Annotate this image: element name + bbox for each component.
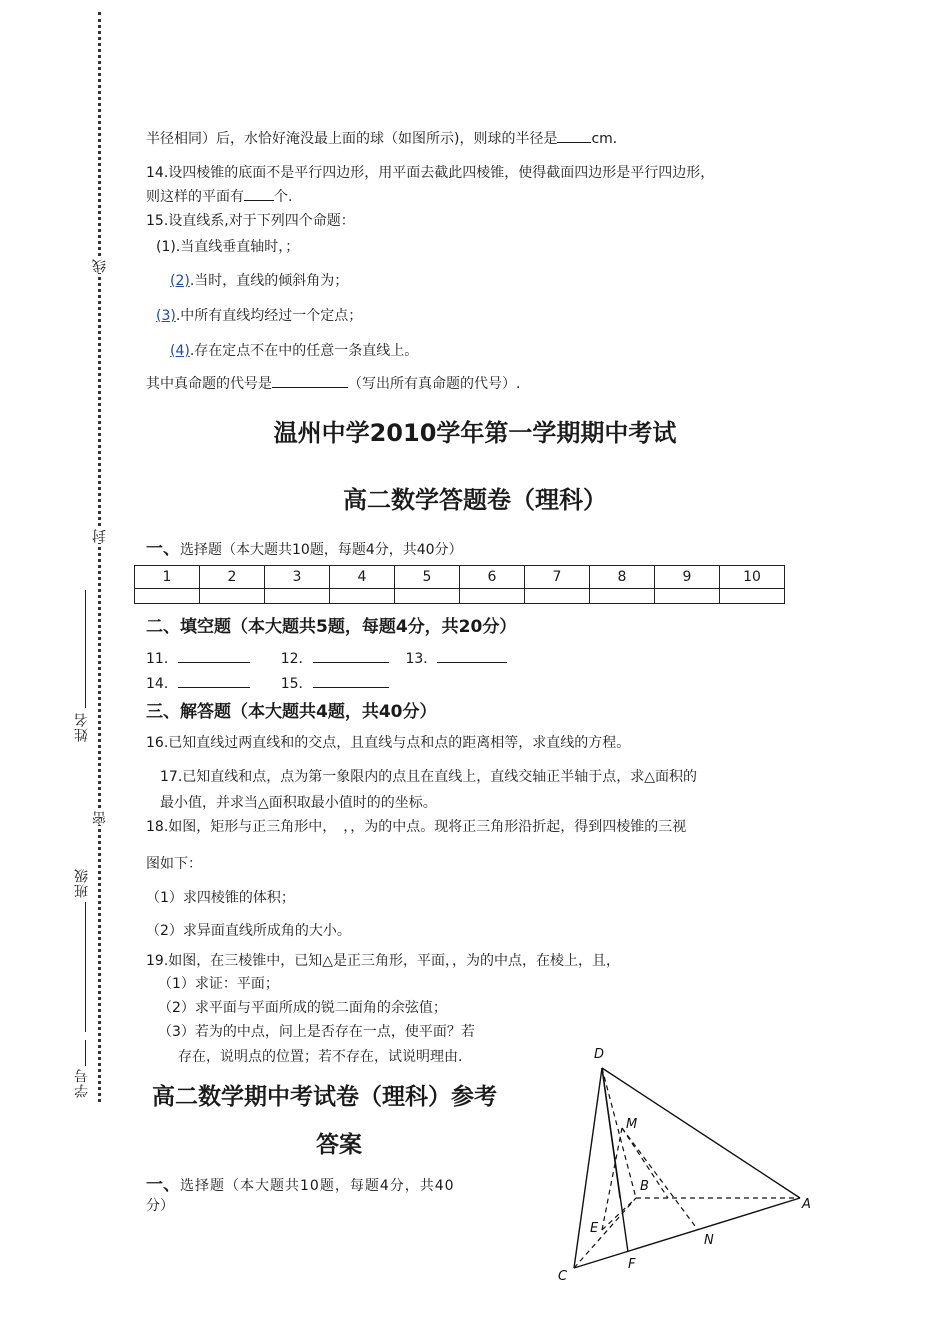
- blank-14[interactable]: [178, 673, 250, 688]
- blank-15[interactable]: [313, 673, 389, 688]
- choice-number: 2: [200, 566, 265, 589]
- edge-CB: [574, 1198, 636, 1268]
- choice-number: 9: [655, 566, 720, 589]
- fill-blanks-row2: 14． 15．: [146, 673, 389, 693]
- choice-answer-cell[interactable]: [200, 589, 265, 604]
- fill-blanks-row1: 11． 12． 13．: [146, 648, 507, 668]
- edge-MN: [622, 1128, 698, 1230]
- choice-answer-table: [134, 565, 785, 604]
- margin-secret-label: 密: [92, 810, 108, 825]
- choice-answer-cell[interactable]: [330, 589, 395, 604]
- choice-answer-cell[interactable]: [460, 589, 525, 604]
- label-N: N: [704, 1233, 714, 1248]
- q19-sub3-line1: （3）若为的中点，问上是否存在一点，使平面？若: [158, 1024, 475, 1040]
- label-C: C: [558, 1269, 568, 1284]
- q13-tail: 半径相同）后，水恰好淹没最上面的球（如图所示)，则球的半径是 cm．: [146, 128, 627, 148]
- choice-answer-cell[interactable]: [720, 589, 785, 604]
- q17-line1: 17.已知直线和点，点为第一象限内的点且在直线上，直线交轴正半轴于点，求△面积的: [160, 769, 698, 785]
- q15-tail: 其中真命题的代号是 （写出所有真命题的代号）.: [146, 373, 520, 393]
- q15-proposition-4: (4).存在定点不在中的任意一条直线上。: [170, 343, 419, 359]
- choice-number: 4: [330, 566, 395, 589]
- q14-line2: 则这样的平面有 个.: [146, 186, 292, 206]
- blank-13[interactable]: [437, 648, 507, 663]
- label-B: B: [640, 1179, 649, 1194]
- student-id-field[interactable]: [85, 1040, 86, 1066]
- choice-answer-cell[interactable]: [655, 589, 720, 604]
- choice-number-row: [135, 566, 785, 589]
- section1-heading: 一、选择题（本大题共10题，每题4分，共40分）: [146, 539, 463, 559]
- choice-number: 10: [720, 566, 785, 589]
- answer-key-section1-line1: 一、选择题（本大题共10题，每题4分，共40: [146, 1175, 455, 1195]
- answer-sheet-title: 高二数学答题卷（理科）: [343, 486, 607, 514]
- sealing-dotted-line: [98, 12, 101, 1102]
- choice-number: 1: [135, 566, 200, 589]
- answer-key-section1-line2: 分）: [146, 1198, 174, 1214]
- q15-stem: 15.设直线系,对于下列四个命题：: [146, 213, 355, 229]
- q15-answer-blank[interactable]: [272, 373, 348, 388]
- label-M: M: [626, 1117, 638, 1132]
- choice-answer-cell[interactable]: [265, 589, 330, 604]
- edge-DA: [602, 1068, 800, 1198]
- q14-line1: 14.设四棱锥的底面不是平行四边形，用平面去截此四棱锥，使得截面四边形是平行四边形，: [146, 165, 715, 181]
- class-field[interactable]: [85, 902, 86, 1032]
- choice-number: 8: [590, 566, 655, 589]
- choice-number: 7: [525, 566, 590, 589]
- choice-number: 3: [265, 566, 330, 589]
- choice-number: 5: [395, 566, 460, 589]
- q15-proposition-1: (1).当直线垂直轴时，；: [156, 239, 300, 255]
- student-name-field[interactable]: [85, 590, 86, 708]
- q14-answer-blank[interactable]: [244, 186, 274, 201]
- q18-sub1: （1）求四棱锥的体积；: [146, 890, 295, 906]
- choice-number: 6: [460, 566, 525, 589]
- choice-answer-row: [135, 589, 785, 604]
- q19-sub2: （2）求平面与平面所成的锐二面角的余弦值；: [158, 1000, 447, 1016]
- q18-sub2: （2）求异面直线所成角的大小。: [146, 923, 351, 939]
- margin-line-label: 线: [92, 258, 108, 273]
- margin-seal-label: 封: [92, 528, 108, 543]
- q15-proposition-2: (2).当时，直线的倾斜角为；: [170, 273, 349, 289]
- q19-stem: 19.如图，在三棱锥中，已知△是正三角形，平面，，为的中点，在棱上，且，: [146, 953, 621, 969]
- student-id-label: 学号: [74, 1068, 90, 1098]
- q18-line2: 图如下：: [146, 856, 202, 872]
- choice-answer-cell[interactable]: [590, 589, 655, 604]
- blank-11[interactable]: [178, 648, 250, 663]
- edge-DC: [574, 1068, 602, 1268]
- choice-answer-cell[interactable]: [395, 589, 460, 604]
- edge-CA: [574, 1198, 800, 1268]
- answer-key-title-line1: 高二数学期中考试卷（理科）参考: [152, 1084, 497, 1110]
- q18-line1: 18.如图，矩形与正三角形中， ，，为的中点。现将正三角形沿折起，得到四棱锥的三视: [146, 819, 687, 835]
- label-D: D: [594, 1047, 605, 1062]
- class-label: 班级: [74, 868, 90, 898]
- q19-sub3-line2: 存在，说明点的位置；若不存在，试说明理由.: [178, 1049, 463, 1065]
- label-F: F: [628, 1257, 636, 1272]
- student-name-label: 姓名: [74, 712, 90, 742]
- q13-answer-blank[interactable]: [557, 128, 591, 143]
- q17-line2: 最小值，并求当△面积取最小值时的的坐标。: [160, 795, 437, 811]
- choice-answer-cell[interactable]: [135, 589, 200, 604]
- tetrahedron-figure: [550, 1040, 830, 1290]
- blank-12[interactable]: [313, 648, 389, 663]
- label-E: E: [590, 1221, 599, 1236]
- q15-proposition-3: (3).中所有直线均经过一个定点；: [156, 308, 363, 324]
- answer-key-title-line2: 答案: [316, 1132, 362, 1158]
- section3-heading: 三、解答题（本大题共4题，共40分）: [146, 702, 437, 722]
- exam-title: 温州中学2010学年第一学期期中考试: [273, 419, 677, 447]
- choice-answer-cell[interactable]: [525, 589, 590, 604]
- q16: 16.已知直线过两直线和的交点，且直线与点和点的距离相等，求直线的方程。: [146, 735, 631, 751]
- label-A: A: [802, 1197, 811, 1212]
- edge-DB-front: [602, 1068, 620, 1198]
- section2-heading: 二、填空题（本大题共5题，每题4分，共20分）: [146, 617, 517, 637]
- q19-sub1: （1）求证：平面；: [158, 976, 279, 992]
